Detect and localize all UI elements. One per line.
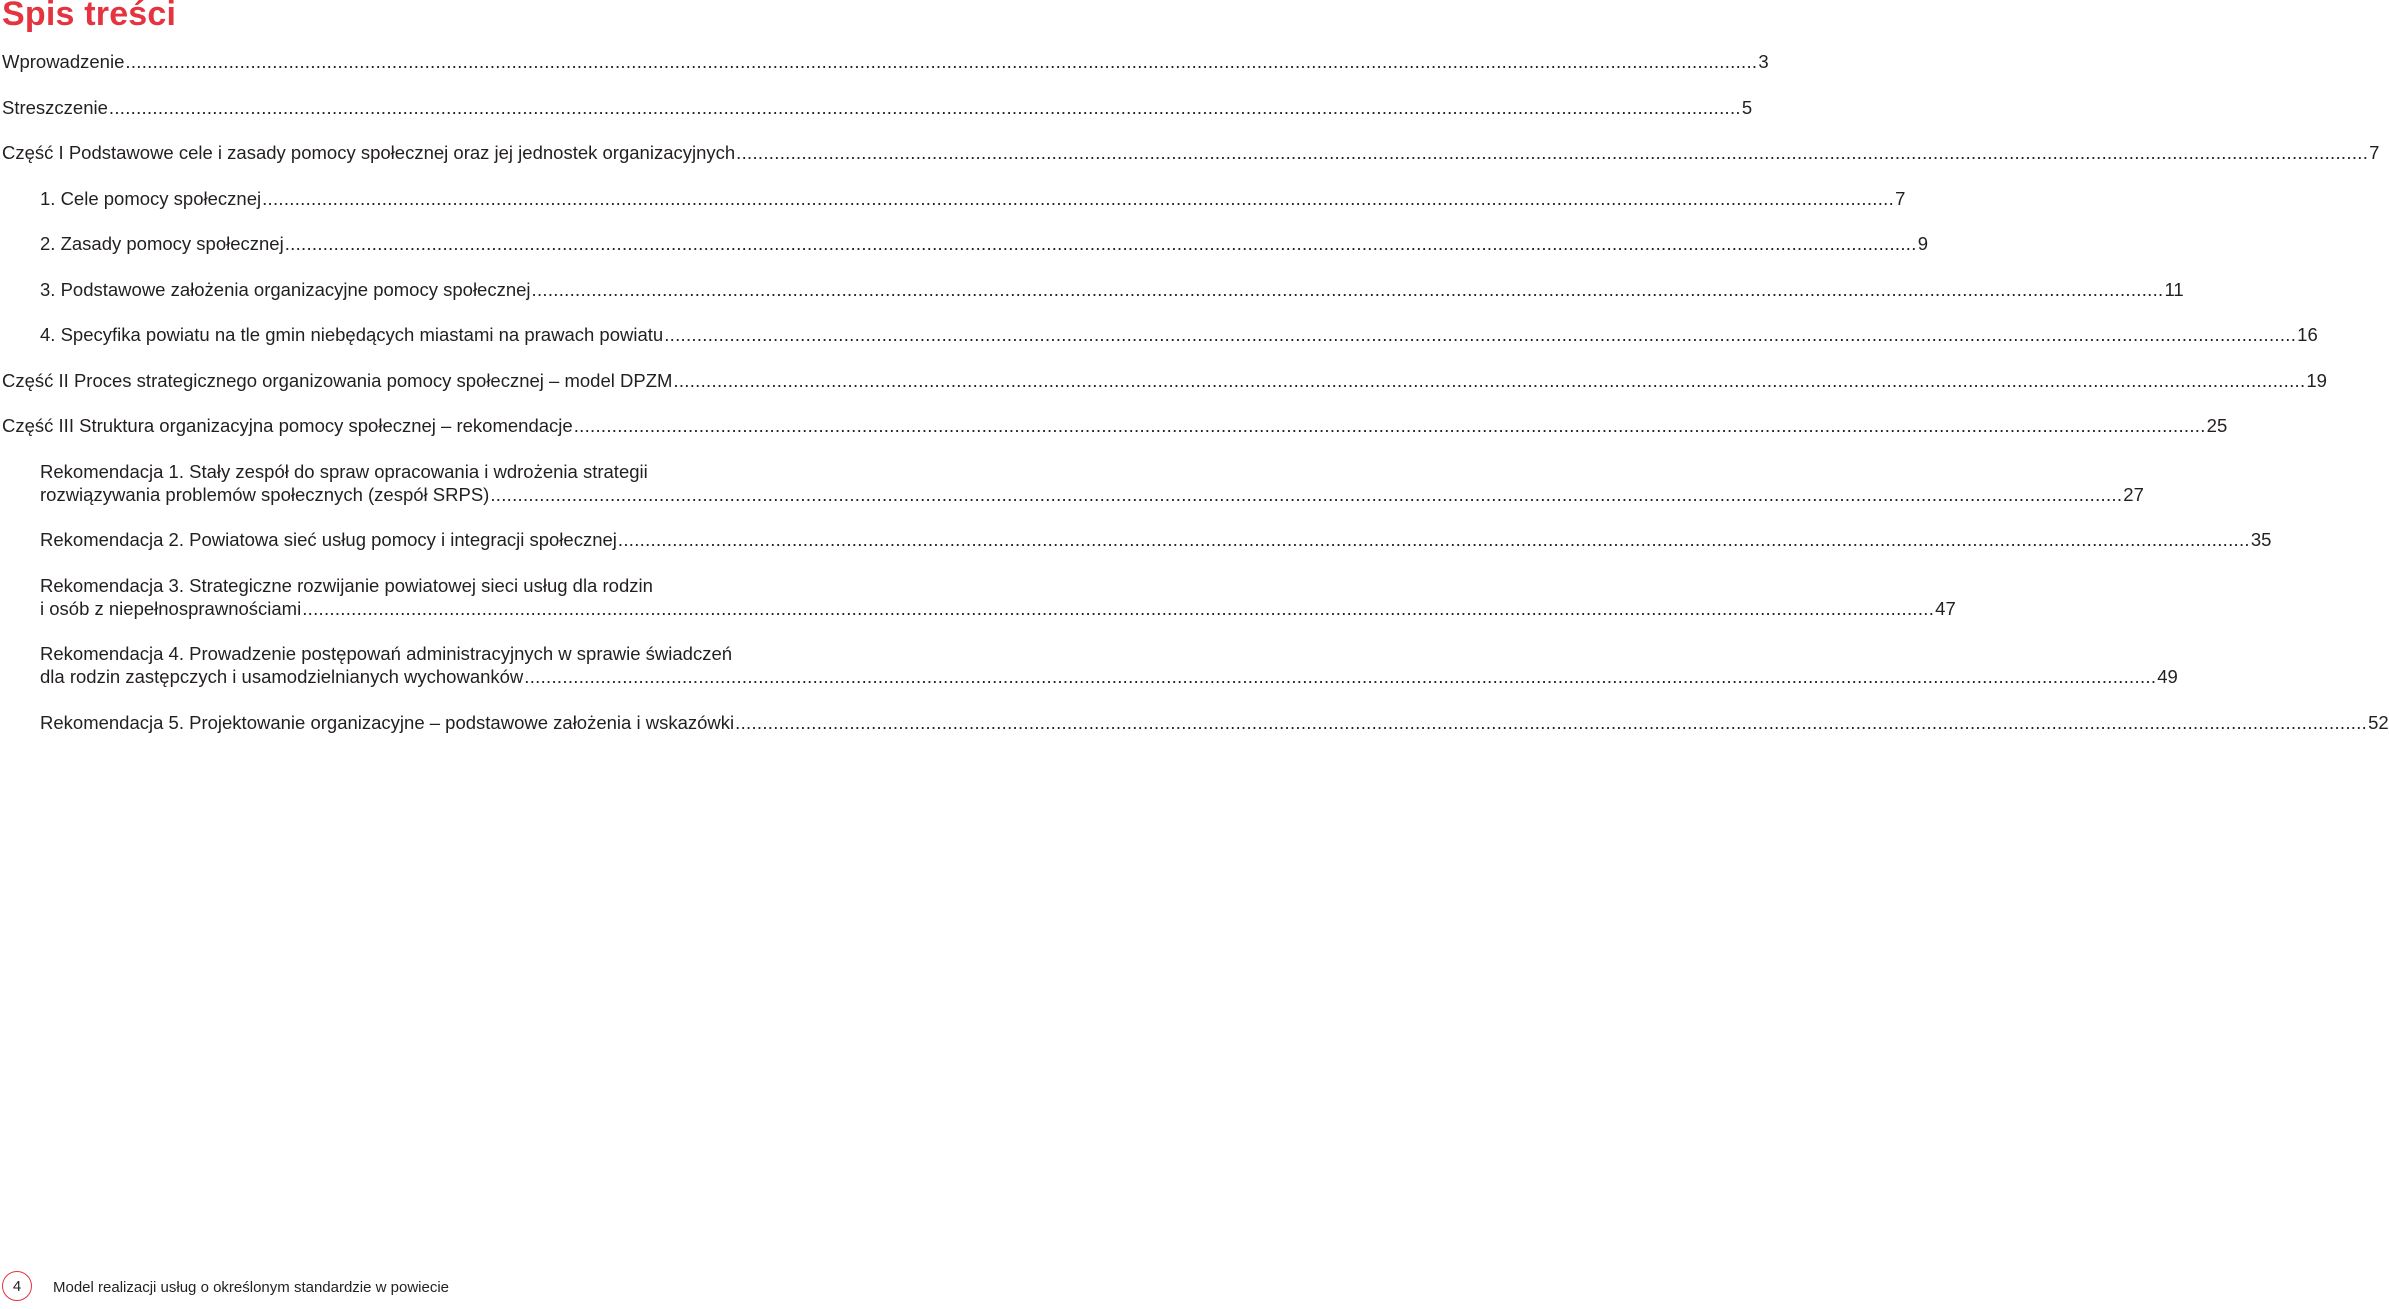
toc-entry-label-line1: Rekomendacja 1. Stały zespół do spraw opracowania i wdrożenia strategii xyxy=(40,461,648,482)
toc-entry-rekomendacja-3[interactable] xyxy=(40,574,1956,620)
toc-entry-rekomendacja-5[interactable] xyxy=(40,711,2389,734)
toc-entry-czesc-2[interactable] xyxy=(2,369,2327,392)
page-title: Spis treści xyxy=(2,0,177,33)
toc-entry-label: Wprowadzenie xyxy=(2,51,125,72)
toc-entry-cele[interactable] xyxy=(40,187,1906,210)
toc-leader-dots xyxy=(109,96,1741,119)
toc-page-number: 25 xyxy=(2206,415,2228,436)
toc-leader-dots xyxy=(664,323,2296,346)
page-footer xyxy=(0,1269,960,1309)
toc-entry-rekomendacja-2[interactable] xyxy=(40,528,2272,551)
toc-leader-dots xyxy=(302,597,1934,620)
toc-leader-dots xyxy=(532,278,2164,301)
toc-leader-dots xyxy=(736,141,2368,164)
toc-page-number: 5 xyxy=(1741,97,1753,118)
toc-page-number: 7 xyxy=(1895,188,1906,209)
toc-entry-label: 1. Cele pomocy społecznej xyxy=(40,188,262,209)
toc-entry-zasady[interactable] xyxy=(40,232,1928,255)
toc-leader-dots xyxy=(125,50,1757,73)
toc-leader-dots xyxy=(262,187,1894,210)
toc-entry-rekomendacja-4[interactable] xyxy=(40,642,2178,688)
toc-entry-label: Część I Podstawowe cele i zasady pomocy społecznej oraz jej jednostek organizacyjnych xyxy=(2,142,736,163)
toc-entry-label: i osób z niepełnosprawnościami xyxy=(40,598,302,619)
toc-page-number: 19 xyxy=(2306,370,2327,391)
toc-leader-dots xyxy=(574,414,2206,437)
toc-page-number: 52 xyxy=(2368,712,2389,733)
toc-entry-czesc-1[interactable] xyxy=(2,141,2380,164)
toc-page-number: 27 xyxy=(2123,484,2144,505)
footer-publication-title: Model realizacji usług o określonym standardzie w powiecie xyxy=(53,1279,450,1296)
toc-entry-wprowadzenie[interactable] xyxy=(2,50,1769,73)
toc-entry-label: Część III Struktura organizacyjna pomocy społecznej – rekomendacje xyxy=(2,415,573,436)
toc-entry-czesc-3[interactable] xyxy=(2,414,2228,437)
toc-entry-label: 4. Specyfika powiatu na tle gmin niebędących miastami na prawach powiatu xyxy=(40,324,664,345)
toc-entry-specyfika[interactable] xyxy=(40,323,2318,346)
toc-page-number: 47 xyxy=(1935,598,1956,619)
toc-page-number: 7 xyxy=(2369,142,2380,163)
toc-leader-dots xyxy=(673,369,2305,392)
toc-page-number: 16 xyxy=(2297,324,2318,345)
toc-page-number: 11 xyxy=(2164,279,2184,300)
toc-entry-rekomendacja-1[interactable] xyxy=(40,460,2144,506)
toc-entry-label-line1: Rekomendacja 4. Prowadzenie postępowań administracyjnych w sprawie świadczeń xyxy=(40,643,733,664)
toc-entry-label: dla rodzin zastępczych i usamodzielnianych wychowanków xyxy=(40,666,524,687)
toc-entry-label: Rekomendacja 2. Powiatowa sieć usług pomocy i integracji społecznej xyxy=(40,529,617,550)
page-number-badge: 4 xyxy=(2,1271,32,1301)
toc-page-number: 35 xyxy=(2250,529,2272,550)
toc-leader-dots xyxy=(524,665,2156,688)
toc-entry-label: 3. Podstawowe założenia organizacyjne pomocy społecznej xyxy=(40,279,531,300)
toc-entry-label: Część II Proces strategicznego organizowania pomocy społecznej – model DPZM xyxy=(2,370,673,391)
toc-page-number: 9 xyxy=(1917,233,1928,254)
toc-leader-dots xyxy=(490,483,2122,506)
toc-leader-dots xyxy=(735,711,2367,734)
toc-page-number: 3 xyxy=(1758,51,1769,72)
toc-entry-label: Streszczenie xyxy=(2,97,108,118)
toc-entry-streszczenie[interactable] xyxy=(2,96,1753,119)
toc-entry-zalozenia[interactable] xyxy=(40,278,2184,301)
toc-entry-label: Rekomendacja 5. Projektowanie organizacyjne – podstawowe założenia i wskazówki xyxy=(40,712,735,733)
toc-page-number: 49 xyxy=(2157,666,2178,687)
toc-entry-label: 2. Zasady pomocy społecznej xyxy=(40,233,284,254)
toc-leader-dots xyxy=(285,232,1917,255)
toc-leader-dots xyxy=(618,528,2250,551)
toc-entry-label-line1: Rekomendacja 3. Strategiczne rozwijanie powiatowej sieci usług dla rodzin xyxy=(40,575,653,596)
toc-entry-label: rozwiązywania problemów społecznych (zespół SRPS) xyxy=(40,484,490,505)
